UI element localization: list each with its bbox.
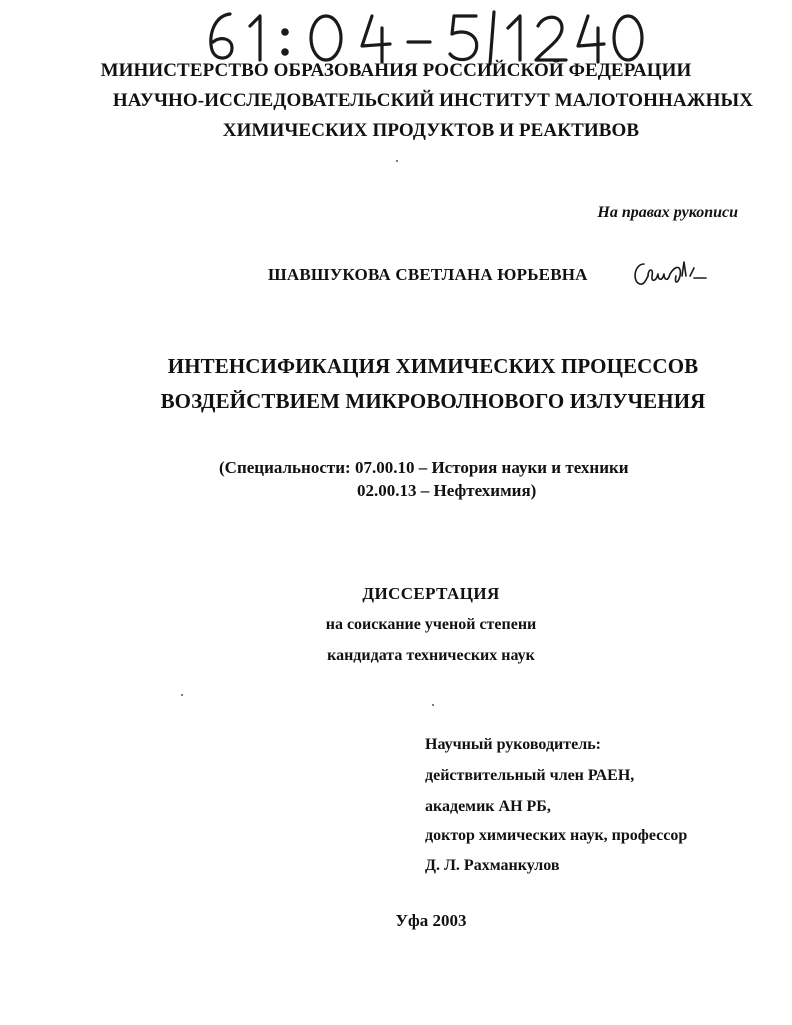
author-name: ШАВШУКОВА СВЕТЛАНА ЮРЬЕВНА [268,265,588,284]
institute-name-line-1: НАУЧНО-ИССЛЕДОВАТЕЛЬСКИЙ ИНСТИТУТ МАЛОТОННАЖНЫХ [112,90,754,111]
specialty-line-1: (Специальности: 07.00.10 – История науки и техники [219,458,629,477]
place-and-year: Уфа 2003 [395,911,467,930]
supervisor-title-line-3: доктор химических наук, профессор [425,827,688,844]
manuscript-rights-note: На правах рукописи [597,204,738,221]
scan-speck [432,704,434,706]
document-type-heading: ДИССЕРТАЦИЯ [362,584,500,603]
ministry-name: МИНИСТЕРСТВО ОБРАЗОВАНИЯ РОССИЙСКОЙ ФЕДЕРАЦИИ [100,60,692,81]
supervisor-name: Д. Л. Рахманкулов [425,857,560,874]
degree-line-2: кандидата технических наук [327,647,535,664]
specialty-line-2: 02.00.13 – Нефтехимия) [357,481,537,500]
author-signature [630,258,712,290]
supervisor-label: Научный руководитель: [425,736,601,753]
supervisor-title-line-2: академик АН РБ, [425,798,551,815]
handwritten-archive-number [200,2,650,68]
thesis-title-line-2: ВОЗДЕЙСТВИЕМ МИКРОВОЛНОВОГО ИЗЛУЧЕНИЯ [160,389,706,413]
thesis-title-line-1: ИНТЕНСИФИКАЦИЯ ХИМИЧЕСКИХ ПРОЦЕССОВ [167,354,699,378]
scan-speck [396,160,398,162]
scan-speck [181,694,183,696]
degree-line-1: на соискание ученой степени [325,616,537,633]
supervisor-title-line-1: действительный член РАЕН, [425,767,635,784]
institute-name-line-2: ХИМИЧЕСКИХ ПРОДУКТОВ И РЕАКТИВОВ [222,120,640,141]
